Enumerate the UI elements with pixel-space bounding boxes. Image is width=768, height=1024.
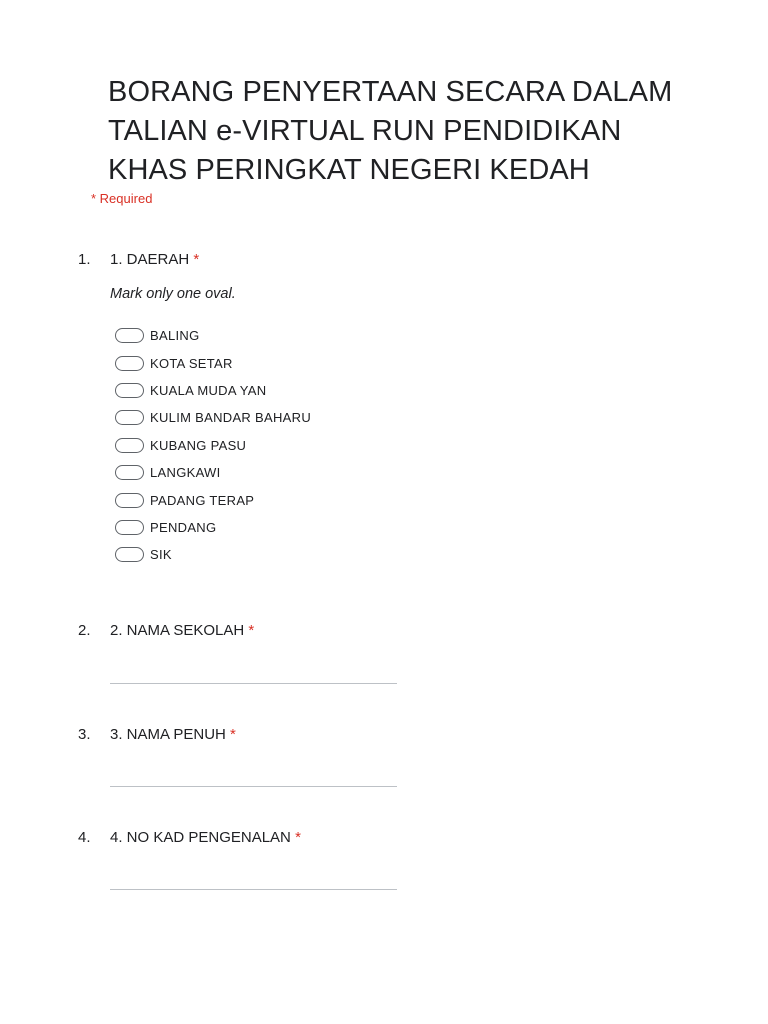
option-kubang-pasu[interactable]	[115, 432, 311, 459]
nama-penuh-answer-field[interactable]	[110, 786, 397, 787]
required-asterisk: *	[248, 622, 255, 639]
radio-oval[interactable]	[115, 356, 144, 371]
option-label: LANGKAWI	[150, 465, 221, 481]
radio-oval[interactable]	[115, 438, 144, 453]
question-4-label	[110, 829, 301, 846]
radio-oval[interactable]	[115, 383, 144, 398]
question-3-text: 3. NAMA PENUH	[110, 726, 226, 743]
radio-oval[interactable]	[115, 520, 144, 535]
required-asterisk: *	[295, 829, 301, 846]
option-label: PENDANG	[150, 519, 217, 535]
question-2-number: 2.	[78, 622, 91, 639]
radio-oval[interactable]	[115, 547, 144, 562]
radio-oval[interactable]	[115, 410, 144, 425]
option-label: SIK	[150, 547, 172, 563]
option-kota-setar[interactable]	[115, 349, 311, 376]
option-langkawi[interactable]	[115, 459, 311, 486]
radio-oval[interactable]	[115, 465, 144, 480]
option-label: BALING	[150, 328, 200, 344]
question-1-text: 1. DAERAH	[110, 251, 190, 268]
option-label: KUALA MUDA YAN	[150, 382, 267, 398]
option-kulim-bandar-baharu[interactable]	[115, 404, 311, 431]
required-note: * Required	[91, 191, 153, 206]
option-label: KOTA SETAR	[150, 355, 233, 371]
option-padang-terap[interactable]	[115, 486, 311, 513]
option-pendang[interactable]	[115, 514, 311, 541]
option-label: KULIM BANDAR BAHARU	[150, 410, 312, 426]
form-title: BORANG PENYERTAAN SECARA DALAM TALIAN e-VIRTUAL RUN PENDIDIKAN KHAS PERINGKAT NEGERI KEDAH	[108, 76, 673, 186]
question-4-text: 4. NO KAD PENGENALAN	[110, 829, 291, 846]
option-label: PADANG TERAP	[150, 492, 255, 508]
question-2-text: 2. NAMA SEKOLAH	[110, 622, 245, 639]
required-asterisk: *	[230, 726, 236, 743]
option-baling[interactable]	[115, 322, 311, 349]
radio-oval[interactable]	[115, 493, 144, 508]
nama-sekolah-answer-field[interactable]	[110, 683, 397, 684]
required-asterisk: *	[193, 251, 200, 268]
question-1-hint: Mark only one oval.	[110, 286, 236, 302]
option-kuala-muda-yan[interactable]	[115, 377, 311, 404]
option-sik[interactable]	[115, 541, 311, 568]
radio-oval[interactable]	[115, 328, 144, 343]
question-1-number: 1.	[78, 251, 91, 268]
question-3-label	[110, 726, 236, 743]
no-kad-pengenalan-answer-field[interactable]	[110, 889, 397, 890]
daerah-options	[115, 322, 311, 569]
question-1-label	[110, 251, 199, 268]
question-3-number: 3.	[78, 726, 91, 743]
question-2-label	[110, 622, 254, 639]
option-label: KUBANG PASU	[150, 437, 247, 453]
question-4-number: 4.	[78, 829, 91, 846]
